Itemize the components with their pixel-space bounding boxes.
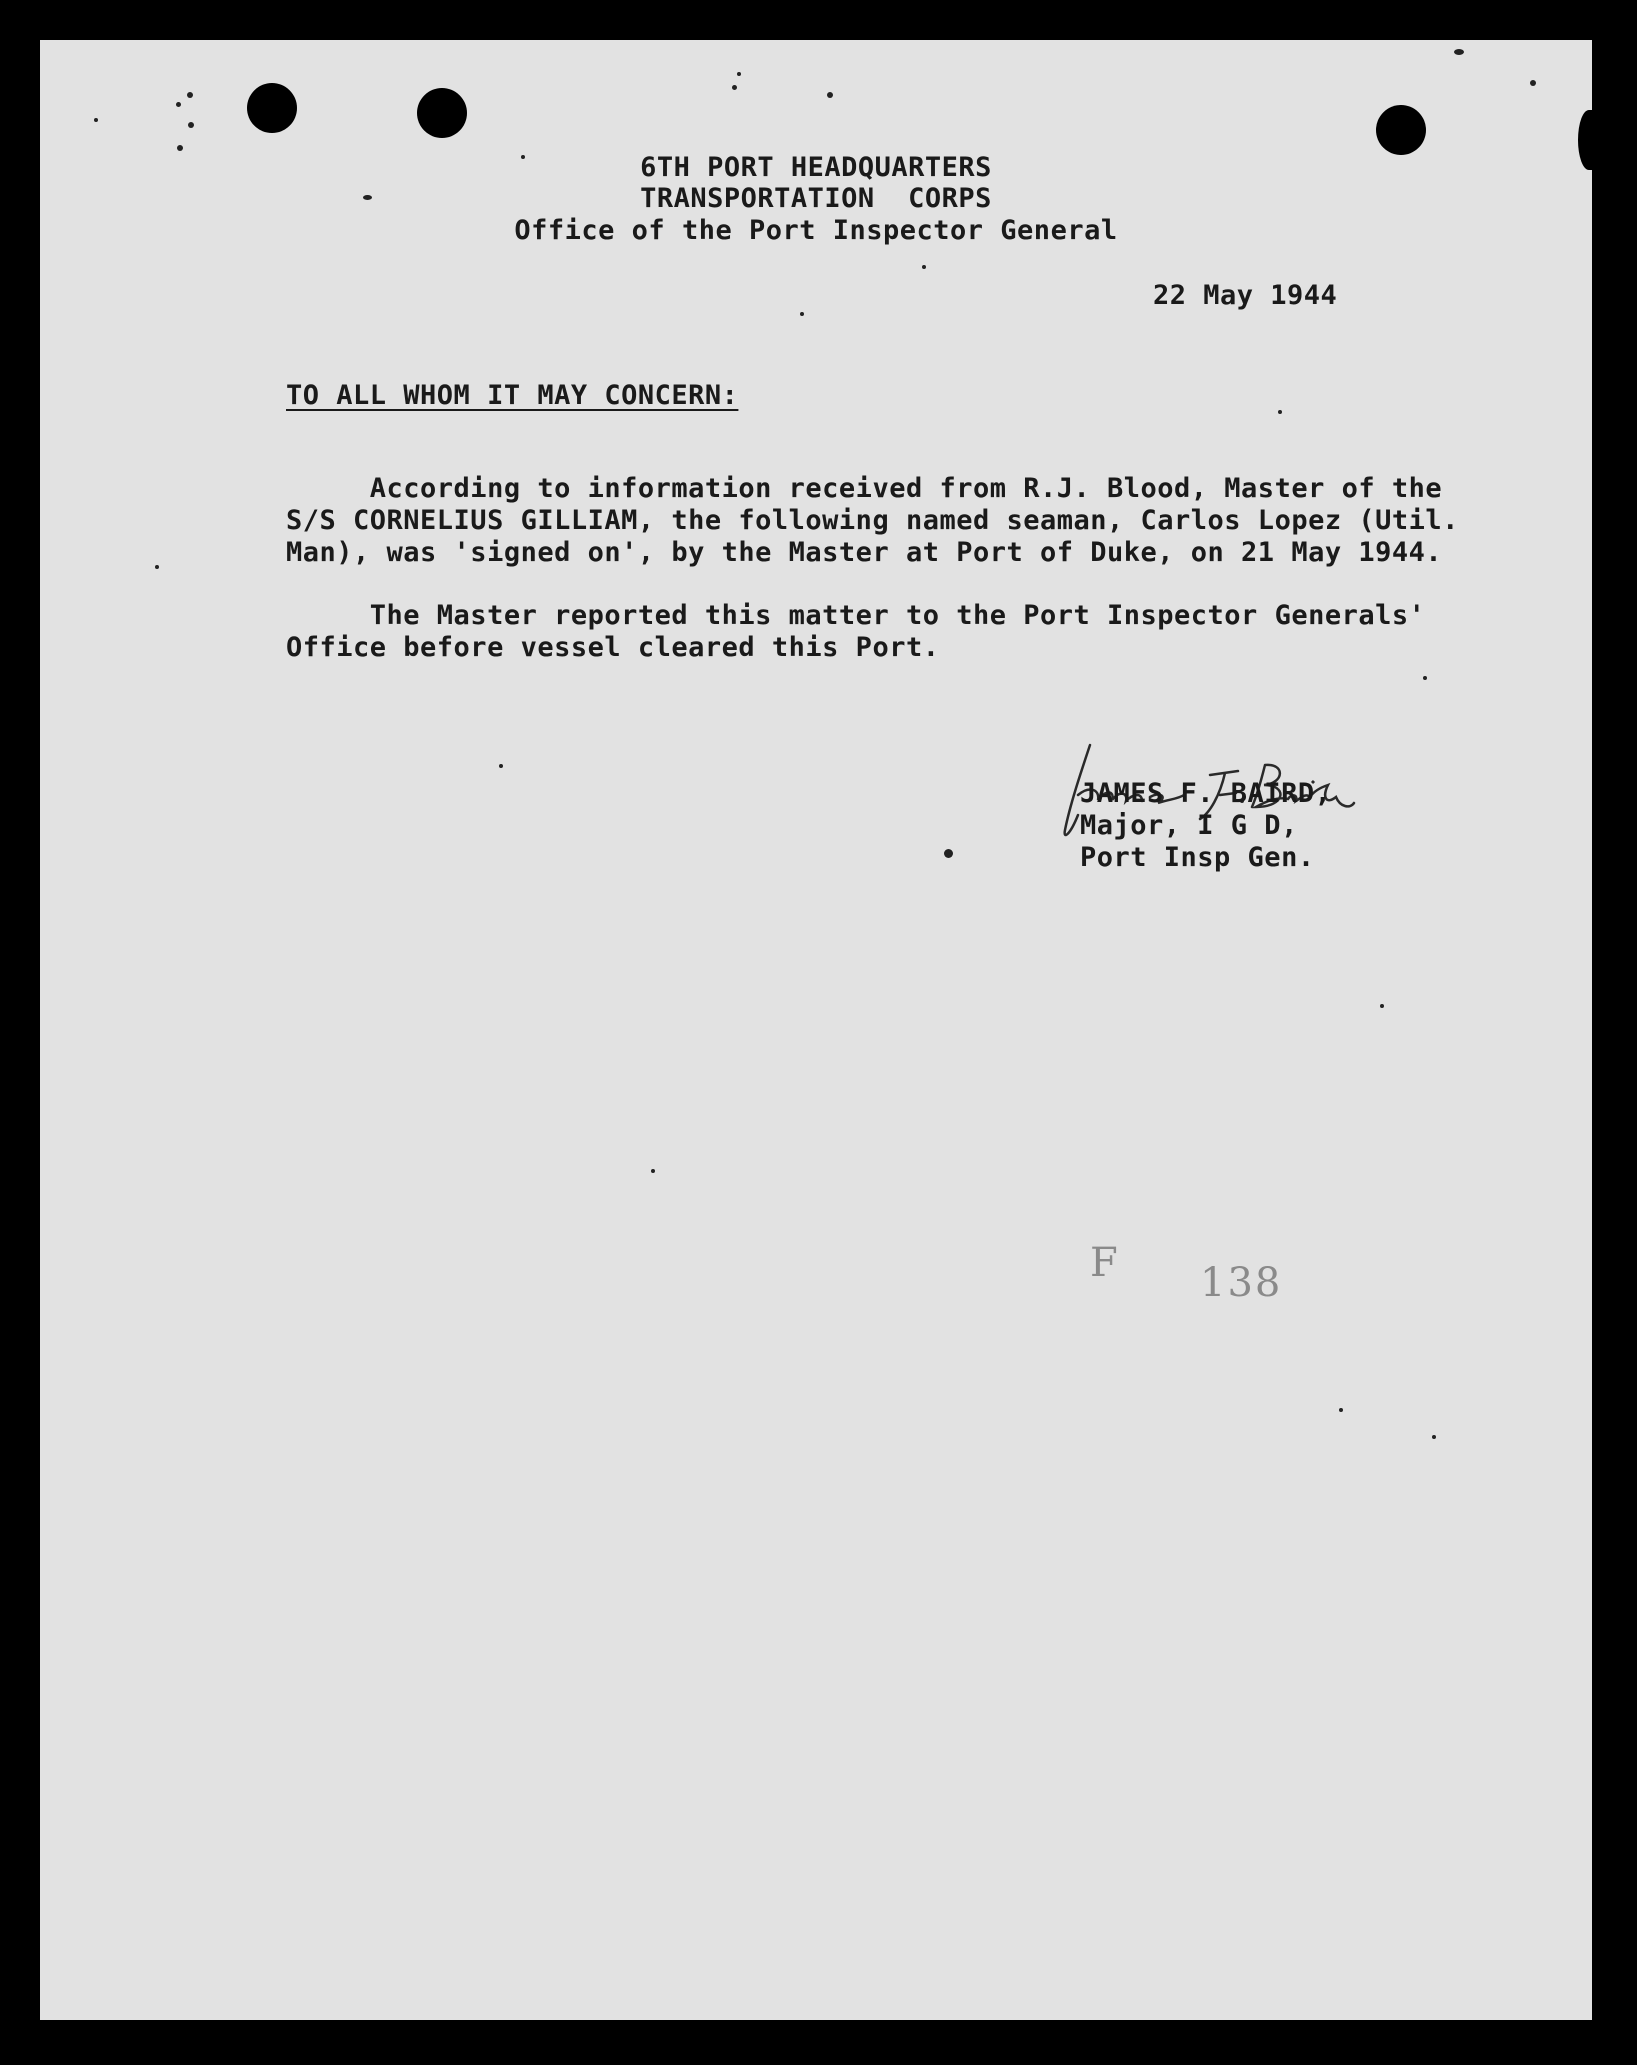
speck xyxy=(800,312,804,316)
speck xyxy=(737,72,741,76)
speck xyxy=(1454,49,1464,55)
speck xyxy=(176,102,181,107)
file-stamp-letter: F xyxy=(1090,1240,1120,1286)
paragraph-2-line-1: The Master reported this matter to the Port Inspector Generals' xyxy=(286,600,1426,631)
speck xyxy=(187,92,193,98)
speck xyxy=(177,145,183,151)
speck xyxy=(94,118,98,122)
punch-hole xyxy=(417,88,467,138)
speck xyxy=(1339,1408,1343,1412)
speck xyxy=(499,764,503,768)
speck xyxy=(922,265,926,269)
file-stamp-number: 138 xyxy=(1200,1260,1283,1306)
paragraph-1-line-3: Man), was 'signed on', by the Master at Port of Duke, on 21 May 1944. xyxy=(286,537,1443,568)
speck xyxy=(827,92,833,98)
signatory-title: Port Insp Gen. xyxy=(1080,842,1315,873)
punch-hole xyxy=(247,83,297,133)
salutation: TO ALL WHOM IT MAY CONCERN: xyxy=(286,380,739,411)
speck xyxy=(1530,80,1536,86)
speck xyxy=(651,1169,655,1173)
speck xyxy=(1423,676,1427,680)
speck xyxy=(1278,410,1282,414)
signatory-name: JAMES F. BAIRD, xyxy=(1080,778,1332,809)
paragraph-1-line-1: According to information received from R.J. Blood, Master of the xyxy=(286,473,1443,504)
letterhead-unit: 6TH PORT HEADQUARTERS xyxy=(640,152,992,183)
speck xyxy=(732,85,737,90)
signatory-rank: Major, I G D, xyxy=(1080,810,1298,841)
paragraph-1-line-2: S/S CORNELIUS GILLIAM, the following named seaman, Carlos Lopez (Util. xyxy=(286,505,1459,536)
speck xyxy=(188,122,194,128)
document-page xyxy=(40,40,1592,2020)
paragraph-2-line-2: Office before vessel cleared this Port. xyxy=(286,632,940,663)
document-date: 22 May 1944 xyxy=(1153,280,1338,311)
speck xyxy=(155,565,159,569)
speck xyxy=(1432,1435,1436,1439)
letterhead-corps: TRANSPORTATION CORPS xyxy=(640,183,992,214)
speck xyxy=(1380,1004,1384,1008)
speck xyxy=(944,849,953,858)
letterhead-office: Office of the Port Inspector General xyxy=(514,215,1118,246)
punch-hole xyxy=(1376,105,1426,155)
